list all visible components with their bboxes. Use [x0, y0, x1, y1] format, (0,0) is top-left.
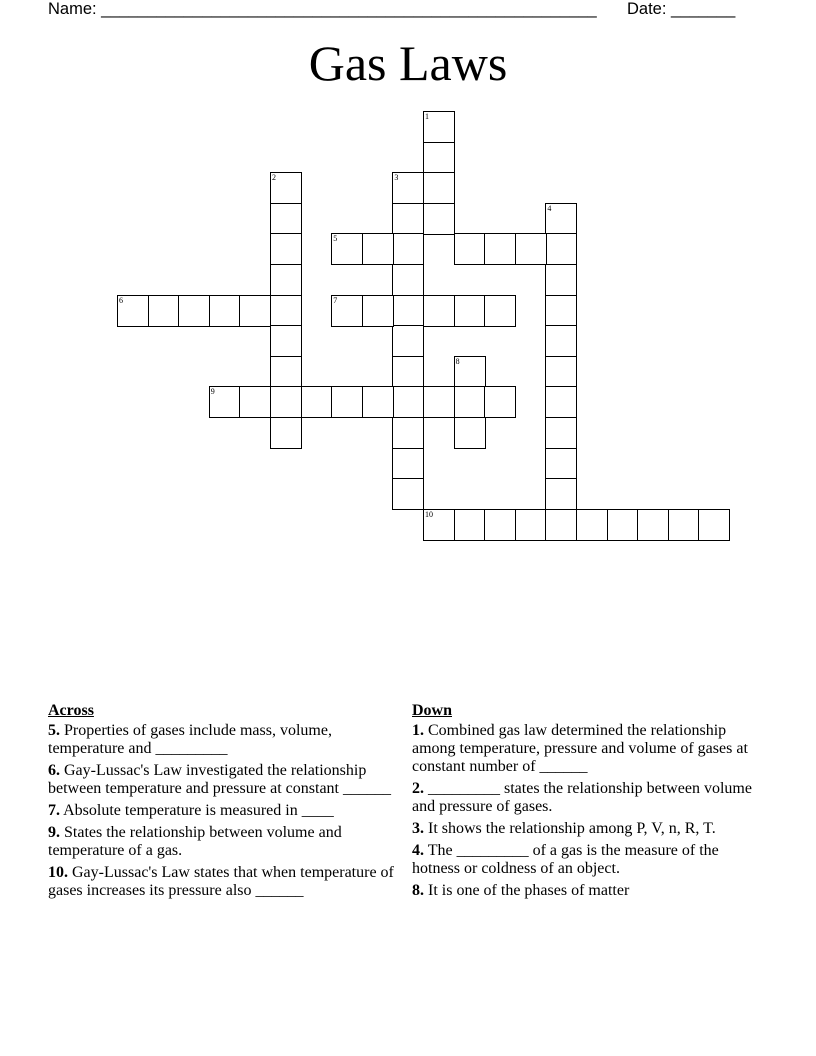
across-heading: Across — [48, 702, 94, 719]
crossword-cell[interactable] — [331, 295, 363, 327]
down-clue — [412, 820, 757, 838]
crossword-cell[interactable] — [484, 295, 516, 327]
crossword-cell[interactable] — [545, 203, 577, 235]
crossword-cell[interactable] — [392, 325, 424, 357]
clue-num: 9. — [48, 824, 60, 841]
crossword-cell[interactable] — [607, 509, 639, 541]
clue-number: 5 — [333, 234, 338, 244]
crossword-cell[interactable] — [545, 386, 577, 418]
page-title: Gas Laws — [308, 35, 508, 91]
crossword-cell[interactable] — [392, 264, 424, 296]
crossword-cell[interactable] — [545, 264, 577, 296]
clue-number: 10 — [425, 509, 433, 519]
crossword-cell[interactable] — [239, 295, 271, 327]
crossword-cell[interactable] — [454, 295, 486, 327]
crossword-cell[interactable] — [270, 295, 302, 327]
crossword-cell[interactable] — [362, 295, 394, 327]
clue-number: 6 — [119, 295, 123, 305]
down-clue — [412, 842, 757, 878]
crossword-cell[interactable] — [362, 386, 394, 418]
clue-num: 5. — [48, 722, 60, 739]
crossword-cell[interactable] — [270, 386, 302, 418]
crossword-cell[interactable] — [484, 386, 516, 418]
crossword-cell[interactable] — [392, 233, 424, 265]
crossword-cell[interactable] — [301, 386, 333, 418]
clue-text: Absolute temperature is measured in ____ — [60, 802, 334, 819]
clue-num: 1. — [412, 722, 424, 739]
across-clue — [48, 722, 398, 758]
crossword-cell[interactable] — [423, 111, 455, 143]
crossword-cell[interactable] — [270, 356, 302, 388]
crossword-cell[interactable] — [270, 417, 302, 449]
crossword-cell[interactable] — [423, 203, 455, 235]
crossword-cell[interactable] — [239, 386, 271, 418]
crossword-cell[interactable] — [392, 417, 424, 449]
down-heading: Down — [412, 702, 453, 719]
clue-num: 8. — [412, 882, 424, 899]
crossword-cell[interactable] — [454, 386, 486, 418]
clue-text: _________ states the relationship between volume and pressure of gases. — [412, 780, 752, 815]
crossword-cell[interactable] — [484, 509, 516, 541]
crossword-cell[interactable] — [423, 142, 455, 174]
crossword-cell[interactable] — [178, 295, 210, 327]
crossword-cell[interactable] — [668, 509, 700, 541]
clue-text: The _________ of a gas is the measure of the hotness or coldness of an object. — [412, 842, 719, 877]
down-clues — [412, 702, 757, 904]
crossword-cell[interactable] — [545, 325, 577, 357]
clue-num: 4. — [412, 842, 424, 859]
crossword-cell[interactable] — [515, 233, 547, 265]
crossword-cell[interactable] — [392, 203, 424, 235]
crossword-cell[interactable] — [270, 203, 302, 235]
crossword-cell[interactable] — [270, 172, 302, 204]
down-clue — [412, 722, 757, 776]
clue-number: 9 — [210, 387, 215, 397]
crossword-cell[interactable] — [423, 295, 455, 327]
crossword-cell[interactable] — [484, 233, 516, 265]
crossword-cell[interactable] — [545, 295, 577, 327]
clue-text: States the relationship between volume and temperature of a gas. — [48, 824, 342, 859]
crossword-cell[interactable] — [331, 233, 363, 265]
down-clue-list — [412, 722, 757, 900]
crossword-cell[interactable] — [270, 264, 302, 296]
down-clue — [412, 882, 757, 900]
crossword-cell[interactable] — [545, 509, 577, 541]
crossword-cell[interactable] — [423, 386, 455, 418]
clue-text: It shows the relationship among P, V, n, R, T. — [424, 820, 716, 837]
crossword-cell[interactable] — [392, 478, 424, 510]
crossword-cell[interactable] — [117, 295, 149, 327]
crossword-cell[interactable] — [392, 356, 424, 388]
across-clue-list — [48, 722, 398, 900]
crossword-cell[interactable] — [545, 233, 577, 265]
crossword-cell[interactable] — [270, 325, 302, 357]
clue-num: 2. — [412, 780, 424, 797]
crossword-cell[interactable] — [454, 509, 486, 541]
clue-text: Gay-Lussac's Law states that when temperature of gases increases its pressure also ______ — [48, 864, 394, 899]
crossword-cell[interactable] — [698, 509, 730, 541]
across-clue — [48, 864, 398, 900]
crossword-cell[interactable] — [545, 448, 577, 480]
crossword-cell[interactable] — [392, 172, 424, 204]
crossword-cell[interactable] — [454, 233, 486, 265]
crossword-cell[interactable] — [331, 386, 363, 418]
crossword-cell[interactable] — [423, 172, 455, 204]
crossword-cell[interactable] — [270, 233, 302, 265]
clue-number: 8 — [455, 356, 460, 366]
crossword-cell[interactable] — [362, 233, 394, 265]
crossword-cell[interactable] — [209, 386, 241, 418]
down-clue — [412, 780, 757, 816]
crossword-cell[interactable] — [545, 417, 577, 449]
crossword-cell[interactable] — [148, 295, 180, 327]
crossword-cell[interactable] — [454, 356, 486, 388]
clue-num: 7. — [48, 802, 60, 819]
across-clue — [48, 824, 398, 860]
crossword-cell[interactable] — [392, 295, 424, 327]
crossword-cell[interactable] — [423, 509, 455, 541]
crossword-cell[interactable] — [576, 509, 608, 541]
crossword-cell[interactable] — [392, 448, 424, 480]
crossword-cell[interactable] — [637, 509, 669, 541]
across-clue — [48, 762, 398, 798]
across-clues — [48, 702, 398, 904]
crossword-cell[interactable] — [392, 386, 424, 418]
clue-text: Properties of gases include mass, volume, temperature and _________ — [48, 722, 332, 757]
clue-number: 4 — [547, 203, 552, 213]
date-field[interactable]: Date: _______ — [627, 0, 736, 18]
clue-text: It is one of the phases of matter — [424, 882, 630, 899]
crossword-cell[interactable] — [209, 295, 241, 327]
across-clue — [48, 802, 398, 820]
crossword-cell[interactable] — [545, 478, 577, 510]
clue-number: 7 — [333, 295, 338, 305]
clue-text: Combined gas law determined the relationship among temperature, pressure and volume of gases at constant number of ______ — [412, 722, 748, 775]
clue-text: Gay-Lussac's Law investigated the relationship between temperature and pressure at constant ______ — [48, 762, 391, 797]
clue-number: 2 — [272, 173, 276, 183]
clue-num: 10. — [48, 864, 68, 881]
crossword-cell[interactable] — [454, 417, 486, 449]
clue-num: 6. — [48, 762, 60, 779]
crossword-cell[interactable] — [545, 356, 577, 388]
clue-number: 1 — [425, 112, 429, 121]
clue-num: 3. — [412, 820, 424, 837]
clue-number: 3 — [394, 173, 399, 183]
crossword-cell[interactable] — [515, 509, 547, 541]
name-field[interactable]: Name: ______________________________________________________ — [48, 0, 597, 18]
